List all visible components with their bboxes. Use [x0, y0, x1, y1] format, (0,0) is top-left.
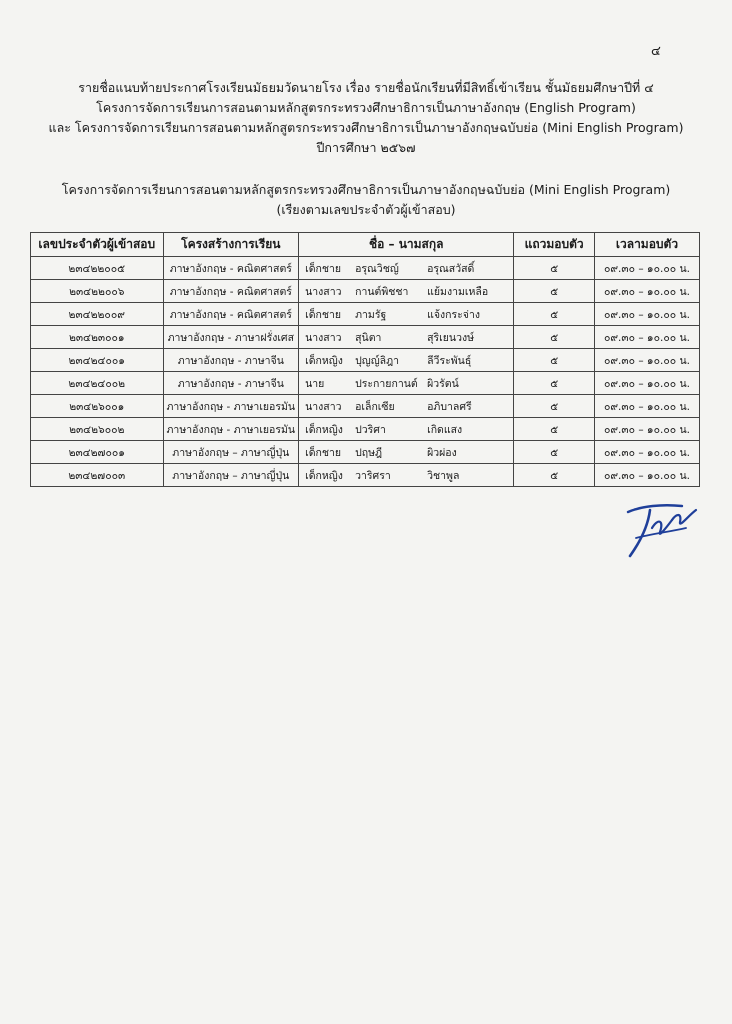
header-exam-id: เลขประจำตัวผู้เข้าสอบ — [31, 233, 164, 257]
cell-report-line: ๕ — [514, 280, 595, 303]
cell-program: ภาษาอังกฤษ – ภาษาญี่ปุ่น — [163, 441, 299, 464]
cell-report-time: ๐๙.๓๐ – ๑๐.๐๐ น. — [594, 441, 699, 464]
cell-exam-id: ๒๓๔๒๔๐๐๒ — [31, 372, 164, 395]
last-name: แย้มงามเหลือ — [427, 285, 489, 298]
cell-report-time: ๐๙.๓๐ – ๑๐.๐๐ น. — [594, 280, 699, 303]
name-title: เด็กหญิง — [305, 354, 343, 367]
table-row — [31, 372, 700, 395]
first-name: อเล็กเซีย — [355, 400, 395, 413]
first-name: อรุณวิชญ์ — [355, 262, 399, 275]
name-title: นางสาว — [305, 400, 342, 413]
name-title: นางสาว — [305, 331, 342, 344]
cell-full-name — [299, 280, 514, 303]
last-name: เกิดแสง — [427, 423, 463, 436]
name-title: เด็กชาย — [305, 262, 342, 275]
cell-report-line: ๕ — [514, 349, 595, 372]
cell-full-name — [299, 464, 514, 487]
heading-line-1: รายชื่อแนบท้ายประกาศโรงเรียนมัธยมวัดนายโรง เรื่อง รายชื่อนักเรียนที่มีสิทธิ์เข้าเรียน ชั้นมัธยมศึกษาปีที่ ๔ — [78, 80, 654, 95]
section-heading-line-1: โครงการจัดการเรียนการสอนตามหลักสูตรกระทรวงศึกษาธิการเป็นภาษาอังกฤษฉบับย่อ (Mini English Program) — [61, 182, 671, 197]
cell-report-line: ๕ — [514, 418, 595, 441]
cell-report-time: ๐๙.๓๐ – ๑๐.๐๐ น. — [594, 395, 699, 418]
section-heading — [40, 180, 692, 220]
cell-program: ภาษาอังกฤษ - คณิตศาสตร์ — [163, 303, 299, 326]
cell-report-line: ๕ — [514, 464, 595, 487]
signature — [622, 498, 702, 563]
table-row — [31, 349, 700, 372]
cell-report-line: ๕ — [514, 257, 595, 280]
cell-program: ภาษาอังกฤษ - คณิตศาสตร์ — [163, 257, 299, 280]
table-body — [31, 257, 700, 487]
header-full-name: ชื่อ – นามสกุล — [299, 233, 514, 257]
cell-exam-id: ๒๓๔๒๖๐๐๑ — [31, 395, 164, 418]
table-row — [31, 395, 700, 418]
cell-exam-id: ๒๓๔๒๖๐๐๒ — [31, 418, 164, 441]
section-heading-line-2: (เรียงตามเลขประจำตัวผู้เข้าสอบ) — [276, 202, 456, 217]
cell-exam-id: ๒๓๔๒๒๐๐๕ — [31, 257, 164, 280]
table-row — [31, 464, 700, 487]
table-row — [31, 418, 700, 441]
first-name: วาริศรา — [355, 469, 391, 482]
first-name: ประกายกานต์ — [355, 377, 418, 390]
first-name: ปวริศา — [355, 423, 386, 436]
first-name: ปฤษฎี — [355, 446, 383, 459]
heading-line-4: ปีการศึกษา ๒๕๖๗ — [316, 140, 416, 155]
cell-exam-id: ๒๓๔๒๗๐๐๓ — [31, 464, 164, 487]
cell-exam-id: ๒๓๔๒๔๐๐๑ — [31, 349, 164, 372]
cell-full-name — [299, 303, 514, 326]
table-row — [31, 326, 700, 349]
name-title: เด็กชาย — [305, 446, 342, 459]
name-title: นางสาว — [305, 285, 342, 298]
cell-exam-id: ๒๓๔๒๓๐๐๑ — [31, 326, 164, 349]
cell-report-line: ๕ — [514, 326, 595, 349]
header-report-line: แถวมอบตัว — [514, 233, 595, 257]
cell-full-name — [299, 349, 514, 372]
first-name: สุนิตา — [355, 331, 382, 344]
cell-program: ภาษาอังกฤษ - ภาษาเยอรมัน — [163, 395, 299, 418]
first-name: ภามรัฐ — [355, 308, 387, 321]
header-program: โครงสร้างการเรียน — [163, 233, 299, 257]
last-name: ผิวรัตน์ — [427, 377, 459, 390]
last-name: ผิวผ่อง — [427, 446, 457, 459]
first-name: ปุญญ์ลิฎา — [355, 354, 400, 367]
cell-report-time: ๐๙.๓๐ – ๑๐.๐๐ น. — [594, 326, 699, 349]
header-report-time: เวลามอบตัว — [594, 233, 699, 257]
cell-report-line: ๕ — [514, 372, 595, 395]
heading-line-3: และ โครงการจัดการเรียนการสอนตามหลักสูตรกระทรวงศึกษาธิการเป็นภาษาอังกฤษฉบับย่อ (Mini English Program) — [48, 120, 684, 135]
table-row — [31, 441, 700, 464]
cell-full-name — [299, 257, 514, 280]
name-title: เด็กหญิง — [305, 469, 343, 482]
table-row — [31, 257, 700, 280]
cell-report-line: ๕ — [514, 395, 595, 418]
cell-full-name — [299, 372, 514, 395]
last-name: สุริเยนวงษ์ — [427, 331, 475, 344]
cell-full-name — [299, 326, 514, 349]
name-title: เด็กชาย — [305, 308, 342, 321]
last-name: วิชาพูล — [427, 469, 460, 482]
cell-full-name — [299, 395, 514, 418]
document-heading — [40, 78, 692, 158]
cell-program: ภาษาอังกฤษ - ภาษาฝรั่งเศส — [163, 326, 299, 349]
cell-report-time: ๐๙.๓๐ – ๑๐.๐๐ น. — [594, 303, 699, 326]
cell-exam-id: ๒๓๔๒๒๐๐๙ — [31, 303, 164, 326]
cell-report-line: ๕ — [514, 441, 595, 464]
cell-report-time: ๐๙.๓๐ – ๑๐.๐๐ น. — [594, 464, 699, 487]
cell-full-name — [299, 418, 514, 441]
cell-program: ภาษาอังกฤษ - ภาษาเยอรมัน — [163, 418, 299, 441]
cell-report-time: ๐๙.๓๐ – ๑๐.๐๐ น. — [594, 349, 699, 372]
cell-program: ภาษาอังกฤษ - ภาษาจีน — [163, 349, 299, 372]
first-name: กานต์พิชชา — [355, 285, 409, 298]
cell-program: ภาษาอังกฤษ - ภาษาจีน — [163, 372, 299, 395]
table-row — [31, 303, 700, 326]
heading-line-2: โครงการจัดการเรียนการสอนตามหลักสูตรกระทรวงศึกษาธิการเป็นภาษาอังกฤษ (English Program) — [96, 100, 636, 115]
cell-report-time: ๐๙.๓๐ – ๑๐.๐๐ น. — [594, 372, 699, 395]
cell-exam-id: ๒๓๔๒๒๐๐๖ — [31, 280, 164, 303]
name-title: นาย — [305, 377, 325, 390]
table-header-row — [31, 233, 700, 257]
table-row — [31, 280, 700, 303]
cell-program: ภาษาอังกฤษ - คณิตศาสตร์ — [163, 280, 299, 303]
student-roster-table — [30, 232, 700, 487]
cell-report-time: ๐๙.๓๐ – ๑๐.๐๐ น. — [594, 418, 699, 441]
name-title: เด็กหญิง — [305, 423, 343, 436]
cell-program: ภาษาอังกฤษ – ภาษาญี่ปุ่น — [163, 464, 299, 487]
last-name: แจ้งกระจ่าง — [427, 308, 480, 321]
cell-exam-id: ๒๓๔๒๗๐๐๑ — [31, 441, 164, 464]
cell-report-time: ๐๙.๓๐ – ๑๐.๐๐ น. — [594, 257, 699, 280]
cell-report-line: ๕ — [514, 303, 595, 326]
page-number: ๔ — [651, 44, 661, 59]
cell-full-name — [299, 441, 514, 464]
last-name: อภิบาลศรี — [427, 400, 472, 413]
last-name: อรุณสวัสดิ์ — [427, 262, 475, 275]
last-name: ลีวีระพันธุ์ — [427, 354, 472, 367]
